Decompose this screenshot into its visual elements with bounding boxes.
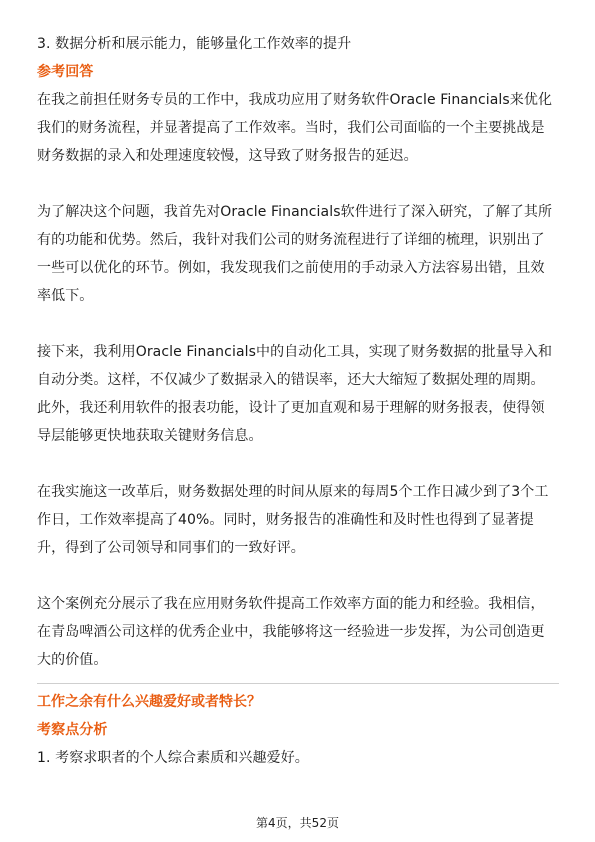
- analysis-item-1: 1. 考察求职者的个人综合素质和兴趣爱好。: [37, 750, 309, 766]
- paragraph-line: 率低下。: [37, 288, 94, 304]
- paragraph-line: 接下来，我利用Oracle Financials中的自动化工具，实现了财务数据的批量导入和: [37, 344, 553, 360]
- analysis-heading: 考察点分析: [37, 722, 108, 738]
- paragraph-line: 一些可以优化的环节。例如，我发现我们之前使用的手动录入方法容易出错，且效: [37, 260, 545, 276]
- paragraph-line: 在青岛啤酒公司这样的优秀企业中，我能够将这一经验进一步发挥，为公司创造更: [37, 624, 545, 640]
- paragraph-line: 升，得到了公司领导和同事们的一致好评。: [37, 540, 305, 556]
- paragraph-line: 此外，我还利用软件的报表功能，设计了更加直观和易于理解的财务报表，使得领: [37, 400, 545, 416]
- paragraph-line: 导层能够更快地获取关键财务信息。: [37, 428, 263, 444]
- paragraph-line: 这个案例充分展示了我在应用财务软件提高工作效率方面的能力和经验。我相信，: [37, 596, 545, 612]
- paragraph-line: 在我之前担任财务专员的工作中，我成功应用了财务软件Oracle Financials来优化: [37, 92, 553, 108]
- paragraph-line: 为了解决这个问题，我首先对Oracle Financials软件进行了深入研究，了解了其所: [37, 204, 553, 220]
- reference-answer-heading: 参考回答: [37, 64, 94, 80]
- answer-paragraph-3: [37, 338, 559, 450]
- document-body: [37, 30, 559, 772]
- answer-paragraph-5: [37, 590, 559, 674]
- paragraph-line: 在我实施这一改革后，财务数据处理的时间从原来的每周5个工作日减少到了3个工: [37, 484, 549, 500]
- paragraph-line: 有的功能和优势。然后，我针对我们公司的财务流程进行了详细的梳理，识别出了: [37, 232, 545, 248]
- paragraph-line: 作日，工作效率提高了40%。同时，财务报告的准确性和及时性也得到了显著提: [37, 512, 534, 528]
- paragraph-line: 大的价值。: [37, 652, 108, 668]
- answer-paragraph-1: [37, 86, 559, 170]
- section-divider: [37, 683, 559, 684]
- paragraph-line: 我们的财务流程，并显著提高了工作效率。当时，我们公司面临的一个主要挑战是: [37, 120, 545, 136]
- question-item-3: 3. 数据分析和展示能力，能够量化工作效率的提升: [37, 36, 352, 52]
- next-question-title: 工作之余有什么兴趣爱好或者特长？: [37, 694, 261, 710]
- page-footer: 第4页，共52页: [256, 816, 339, 830]
- paragraph-line: 财务数据的录入和处理速度较慢，这导致了财务报告的延迟。: [37, 148, 418, 164]
- paragraph-line: 自动分类。这样，不仅减少了数据录入的错误率，还大大缩短了数据处理的周期。: [37, 372, 545, 388]
- answer-paragraph-4: [37, 478, 559, 562]
- answer-paragraph-2: [37, 198, 559, 310]
